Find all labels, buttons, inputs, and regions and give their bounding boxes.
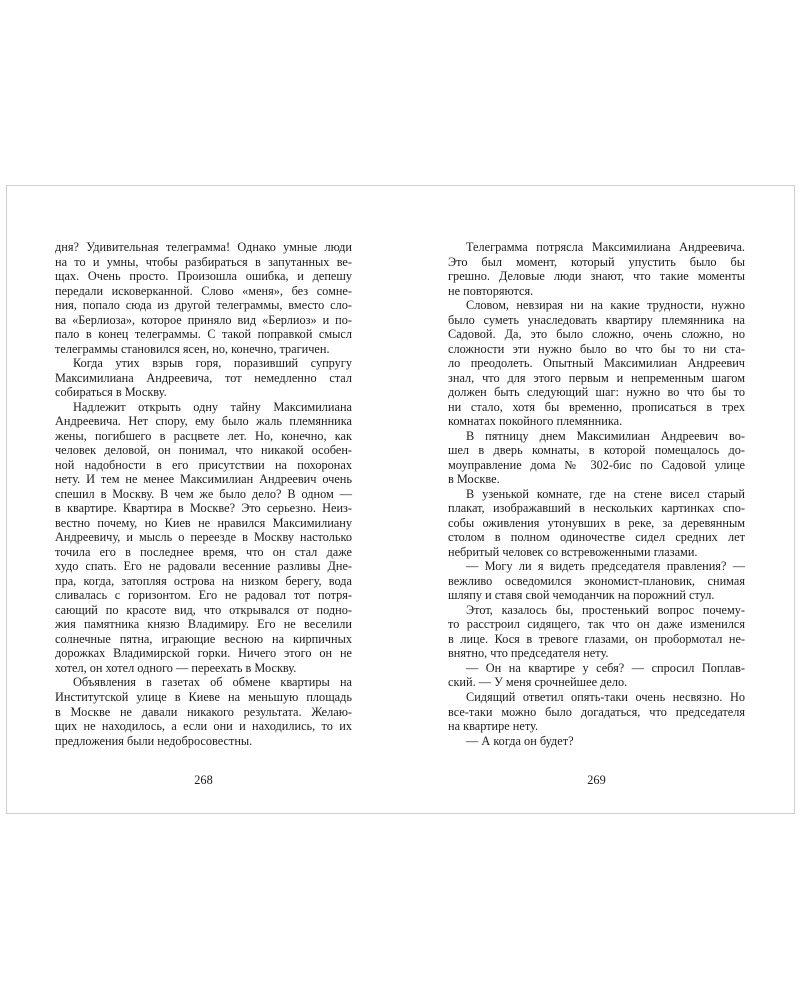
paragraph	[55, 400, 352, 676]
book-spread	[6, 185, 795, 814]
text-line: дня? Удивительная телеграмма! Однако умные люди	[55, 240, 352, 254]
text-line: все-таки можно было догадаться, что председателя	[448, 704, 745, 719]
page-number: 268	[194, 773, 213, 787]
text-line: человек деловой, он понимал, что никакой особен-	[55, 443, 352, 458]
text-line: внятно, что председателя нету.	[448, 646, 609, 661]
text-line: должен быть следующий шаг: нужно во что бы то	[448, 385, 745, 400]
text-line: Этот, казалось бы, простенький вопрос почему-	[466, 602, 745, 617]
text-line: было суметь унаследовать квартиру племянника на	[448, 312, 745, 327]
text-line: Телеграмма потрясла Максимилиана Андреевича.	[466, 240, 745, 254]
text-line: — Он на квартире у себя? — спросил Поплав-	[466, 660, 745, 675]
text-line: в квартире. Квартира в Москве? Это серьезно. Неиз-	[55, 501, 352, 516]
text-line: пало в конец телеграммы. С такой поправкой смысл	[55, 327, 352, 342]
text-line: телеграммы становился ясен, но, конечно, трагичен.	[55, 341, 330, 356]
paragraph	[448, 298, 745, 429]
text-line: Словом, невзирая ни на какие трудности, нужно	[466, 298, 745, 313]
text-line: в Москве.	[448, 472, 500, 487]
text-line: шел в дверь комнаты, в которой помещалось до-	[448, 443, 745, 458]
text-line: дорожках Владимирской горки. Ничего этого он не	[55, 646, 352, 661]
text-line: Андреевича. Нет спору, ему было жаль племянника	[55, 414, 352, 429]
page-text	[55, 240, 352, 748]
text-line: на квартире нету.	[448, 719, 539, 734]
text-line: в Москве не давали никакого результата. Желаю-	[55, 704, 352, 719]
text-line: щих не находилось, а если они и находились, то их	[55, 719, 352, 734]
text-line: щах. Очень просто. Произошла ошибка, и депешу	[55, 269, 352, 284]
text-line: шляпу и ставя свой чемоданчик на порожний стул.	[448, 588, 715, 603]
text-line: ной надобности в его присутствии на похоронах	[55, 457, 352, 472]
text-line: вестно почему, но Киев не нравился Максимилиану	[55, 515, 352, 530]
text-line: — А когда он будет?	[466, 733, 574, 748]
paragraph	[448, 559, 745, 603]
paragraph	[55, 240, 352, 356]
text-line: Объявления в газетах об обмене квартиры на	[73, 675, 352, 690]
text-line: Сидящий ответил опять-таки очень несвязно. Но	[466, 689, 745, 704]
paragraph	[448, 429, 745, 487]
text-line: нету. И тем не менее Максимилиан Андреевич очень	[55, 472, 352, 487]
paragraph	[448, 603, 745, 661]
text-line: грешно. Деловые люди знают, что такие моменты	[448, 269, 745, 284]
text-line: В пятницу днем Максимилиан Андреевич во-	[466, 428, 745, 443]
text-line: В узенькой комнате, где на стене висел старый	[466, 486, 745, 501]
page-number: 269	[587, 773, 606, 787]
paragraph	[448, 240, 745, 298]
paragraph	[55, 675, 352, 748]
text-line: Садовой. Да, это было сложно, очень сложно, но	[448, 327, 745, 342]
text-line: не повторяются.	[448, 283, 534, 298]
text-line: Когда утих взрыв горя, поразивший супругу	[73, 356, 352, 371]
text-line: — Могу ли я видеть председателя правления? —	[466, 559, 745, 574]
paragraph	[448, 734, 745, 749]
text-line: точила его в последнее время, что он стал даже	[55, 544, 352, 559]
text-line: ло преодолеть. Опытный Максимилиан Андреевич	[448, 356, 745, 371]
text-line: худо спать. Его не радовали весенние разливы Дне-	[55, 559, 352, 574]
text-line: на то и умны, чтобы разбираться в запутанных ве-	[55, 254, 352, 269]
text-line: пра, когда, затопляя острова на низком берегу, вода	[55, 573, 352, 588]
left-page	[7, 186, 400, 813]
text-line: передали исковерканной. Слово «меня», без сомне-	[55, 283, 352, 298]
text-line: предложения были недобросовестны.	[55, 733, 253, 748]
paragraph	[55, 356, 352, 400]
right-page	[400, 186, 793, 813]
text-line: Андреевичу, и мысль о переезде в Москву настолько	[55, 530, 352, 545]
text-line: сливалась с горизонтом. Его не радовал тот потря-	[55, 588, 352, 603]
paragraph	[448, 661, 745, 690]
text-line: ский. — У меня срочнейшее дело.	[448, 675, 628, 690]
text-line: ния, попало сюда из другой телеграммы, вместо сло-	[55, 298, 352, 313]
text-line: то расстроил сидящего, так что он даже изменился	[448, 617, 745, 632]
text-line: ва «Берлиоза», которое приняло вид «Берлиоз» и по-	[55, 312, 352, 327]
text-line: небритый человек со встревоженными глазами.	[448, 544, 698, 559]
page-text	[448, 240, 745, 748]
text-line: сающий по красоте вид, что открывался от подно-	[55, 602, 352, 617]
text-line: жия памятника князю Владимиру. Его не веселили	[55, 617, 352, 632]
text-line: хотел, он хотел одного — переехать в Москву.	[55, 660, 297, 675]
text-line: сложности эти нужно было во что бы то ни ста-	[448, 341, 745, 356]
text-line: собираться в Москву.	[55, 385, 167, 400]
text-line: Максимилиана Андреевича, тот немедленно стал	[55, 370, 352, 385]
text-line: Институтской улице в Киеве на меньшую площадь	[55, 689, 352, 704]
text-line: жены, погибшего в расцвете лет. Но, конечно, как	[55, 428, 352, 443]
text-line: Надлежит открыть одну тайну Максимилиана	[73, 399, 352, 414]
paragraph	[448, 690, 745, 734]
text-line: комнатах покойного племянника.	[448, 414, 623, 429]
paragraph	[448, 487, 745, 560]
text-line: Это был момент, который упустить было бы	[448, 254, 745, 269]
text-line: собы оживления утонувших в реке, за деревянным	[448, 515, 745, 530]
text-line: моуправление дома № 302-бис по Садовой улице	[448, 457, 745, 472]
text-line: вежливо осведомился экономист-плановик, снимая	[448, 573, 745, 588]
text-line: знал, что для этого первым и непременным шагом	[448, 370, 745, 385]
text-line: в лице. Кося в тревоге глазами, он пробормотал не-	[448, 631, 745, 646]
text-line: солнечные пятна, играющие весною на кирпичных	[55, 631, 352, 646]
text-line: спешил в Москву. В чем же было дело? В одном —	[55, 486, 352, 501]
text-line: плакат, изображавший в нескольких картинках спо-	[448, 501, 745, 516]
text-line: столом в полном одиночестве сидел средних лет	[448, 530, 745, 545]
text-line: ни стало, хотя бы временно, прописаться в трех	[448, 399, 745, 414]
